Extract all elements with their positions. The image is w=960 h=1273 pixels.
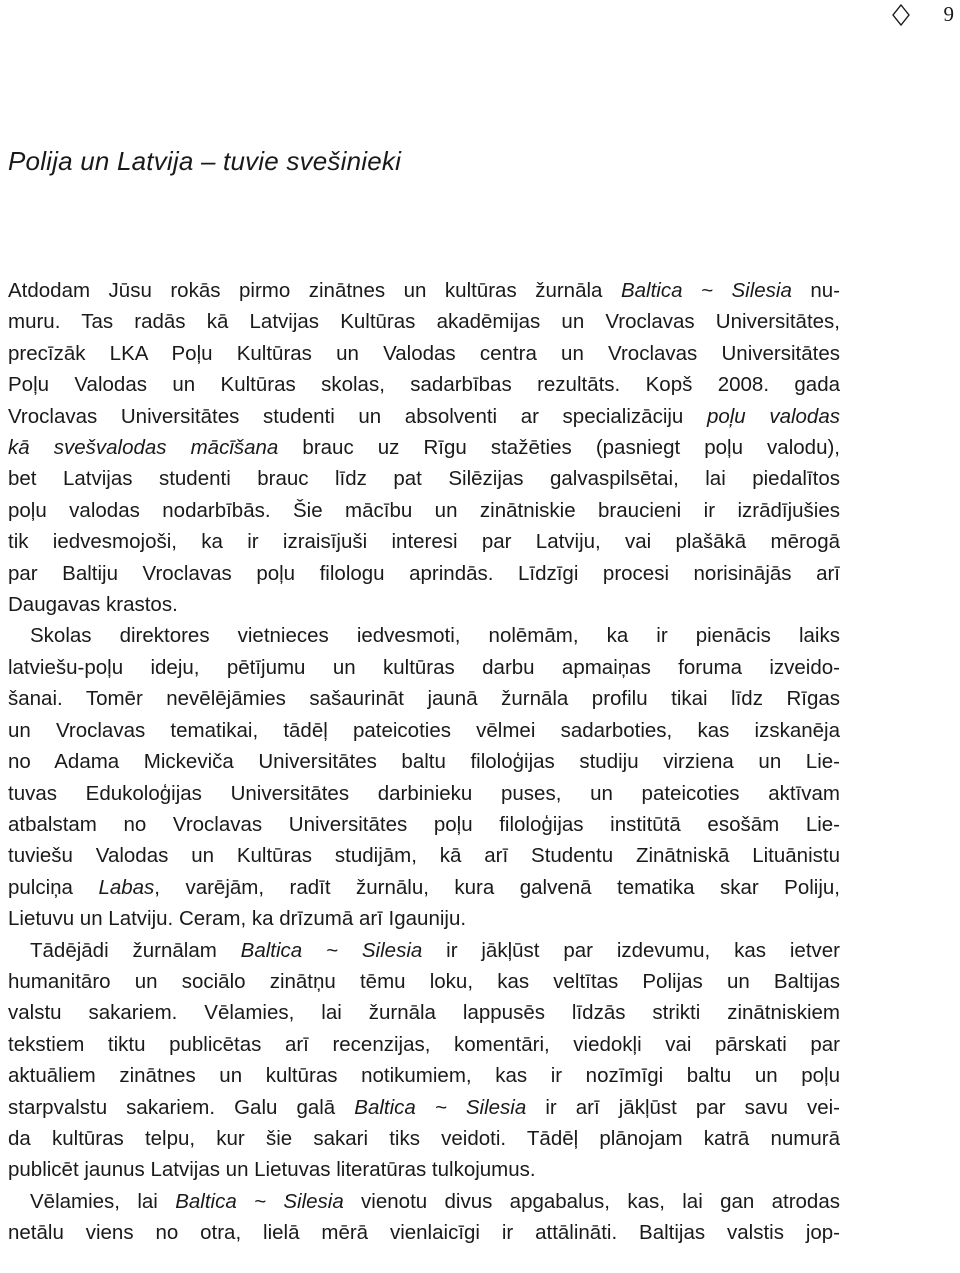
text-line xyxy=(8,966,840,997)
text-line xyxy=(8,495,840,526)
text-run: brauc uz Rīgu stažēties (pasniegt poļu valodu), xyxy=(278,436,840,460)
text-run: tik iedvesmojoši, ka ir izraisījuši interesi par Latviju, vai plašākā mērogā xyxy=(8,530,840,554)
text-line xyxy=(8,1217,840,1248)
text-run: humanitāro un sociālo zinātņu tēmu loku, kas veltītas Polijas un Baltijas xyxy=(8,969,840,993)
text-line xyxy=(8,526,840,557)
italic-text: poļu valodas xyxy=(706,404,840,428)
paragraph xyxy=(8,1186,840,1249)
text-run: pulciņa xyxy=(8,875,99,899)
text-run: poļu valodas nodarbībās. Šie mācību un zinātniskie braucieni ir izrādījušies xyxy=(8,498,840,522)
text-line xyxy=(8,275,840,306)
text-run: Tādējādi žurnālam xyxy=(30,938,241,962)
text-line xyxy=(8,872,840,903)
text-line xyxy=(8,1154,840,1185)
text-line xyxy=(8,401,840,432)
text-line xyxy=(8,997,840,1028)
text-line xyxy=(8,432,840,463)
text-run: Vroclavas Universitātes studenti un absolventi ar specializāciju xyxy=(8,404,707,428)
text-line xyxy=(8,809,840,840)
text-run: Skolas direktores vietnieces iedvesmoti, nolēmām, ka ir pienācis laiks xyxy=(30,624,840,648)
text-line xyxy=(8,935,840,966)
text-run: ir jākļūst par izdevumu, kas ietver xyxy=(422,938,840,962)
text-line xyxy=(8,558,840,589)
italic-text: Labas xyxy=(98,875,155,899)
italic-text: Baltica ~ Silesia xyxy=(175,1189,344,1213)
italic-text: Baltica ~ Silesia xyxy=(354,1095,527,1119)
text-run: da kultūras telpu, kur šie sakari tiks veidoti. Tādēļ plānojam katrā numurā xyxy=(8,1126,840,1150)
text-run: Lietuvu un Latviju. Ceram, ka drīzumā arī Igauniju. xyxy=(8,907,467,931)
text-run: nu- xyxy=(791,279,840,302)
text-line xyxy=(8,1123,840,1154)
text-run: vienotu divus apgabalus, kas, lai gan atrodas xyxy=(343,1189,840,1213)
text-run: starpvalstu sakariem. Galu galā xyxy=(8,1095,355,1119)
text-line xyxy=(8,652,840,683)
text-run: publicēt jaunus Latvijas un Lietuvas literatūras tulkojumus. xyxy=(8,1158,536,1182)
text-run: aktuāliem zinātnes un kultūras notikumiem, kas ir nozīmīgi baltu un poļu xyxy=(8,1064,840,1088)
page-number: 9 xyxy=(943,2,954,26)
text-line xyxy=(8,746,840,777)
text-line xyxy=(8,369,840,400)
text-run: bet Latvijas studenti brauc līdz pat Silēzijas galvaspilsētai, lai piedalītos xyxy=(8,467,840,491)
text-line xyxy=(8,589,840,620)
text-line xyxy=(8,1092,840,1123)
text-run: tuviešu Valodas un Kultūras studijām, kā arī Studentu Zinātniskā Lituānistu xyxy=(8,844,840,868)
text-line xyxy=(8,1186,840,1217)
text-run: latviešu-poļu ideju, pētījumu un kultūras darbu apmaiņas foruma izveido- xyxy=(8,655,840,679)
text-run: atbalstam no Vroclavas Universitātes poļu filoloģijas institūtā esošām Lie- xyxy=(8,812,840,836)
text-line xyxy=(8,715,840,746)
article-title: Polija un Latvija – tuvie svešinieki xyxy=(8,146,402,176)
text-run: tuvas Edukoloģijas Universitātes darbinieku puses, un pateicoties aktīvam xyxy=(8,781,840,805)
text-line xyxy=(8,1060,840,1091)
text-line xyxy=(8,778,840,809)
text-run: un Vroclavas tematikai, tādēļ pateicoties vēlmei sadarboties, kas izskanēja xyxy=(8,718,840,742)
text-run: , varējām, radīt žurnālu, kura galvenā tematika skar Poliju, xyxy=(154,875,840,899)
text-run: Daugavas krastos. xyxy=(8,593,178,617)
paragraph xyxy=(8,275,840,620)
paragraph xyxy=(8,620,840,934)
text-line xyxy=(8,620,840,651)
text-line xyxy=(8,903,840,934)
text-line xyxy=(8,306,840,337)
text-run: šanai. Tomēr nevēlējāmies sašaurināt jaunā žurnāla profilu tikai līdz Rīgas xyxy=(8,687,840,711)
text-run: Vēlamies, lai xyxy=(30,1189,176,1213)
text-run: Atdodam Jūsu rokās pirmo zinātnes un kultūras žurnāla xyxy=(8,279,621,302)
text-line xyxy=(8,338,840,369)
text-run: valstu sakariem. Vēlamies, lai žurnāla lappusēs līdzās strikti zinātniskiem xyxy=(8,1001,840,1025)
text-run: par Baltiju Vroclavas poļu filologu aprindās. Līdzīgi procesi norisinājās arī xyxy=(8,561,840,585)
text-run: muru. Tas radās kā Latvijas Kultūras akadēmijas un Vroclavas Universitātes, xyxy=(8,310,840,334)
diamond-outline-icon xyxy=(892,4,910,26)
article-body xyxy=(8,275,840,1249)
italic-text: Baltica ~ Silesia xyxy=(620,279,792,302)
text-line xyxy=(8,463,840,494)
text-run: ir arī jākļūst par savu vei- xyxy=(526,1095,840,1119)
text-run: Poļu Valodas un Kultūras skolas, sadarbības rezultāts. Kopš 2008. gada xyxy=(8,373,840,397)
text-run: netālu viens no otra, lielā mērā vienlaicīgi ir attālināti. Baltijas valstis jop- xyxy=(8,1221,840,1245)
text-line xyxy=(8,840,840,871)
text-run: no Adama Mickeviča Universitātes baltu filoloģijas studiju virziena un Lie- xyxy=(8,750,840,774)
text-line xyxy=(8,683,840,714)
italic-text: Baltica ~ Silesia xyxy=(240,938,423,962)
italic-text: kā svešvalodas mācīšana xyxy=(8,436,279,460)
text-run: precīzāk LKA Poļu Kultūras un Valodas centra un Vroclavas Universitātes xyxy=(8,341,840,365)
text-run: tekstiem tiktu publicētas arī recenzijas, komentāri, viedokļi vai pārskati par xyxy=(8,1032,840,1056)
paragraph xyxy=(8,935,840,1186)
page-header xyxy=(892,2,955,27)
text-line xyxy=(8,1029,840,1060)
